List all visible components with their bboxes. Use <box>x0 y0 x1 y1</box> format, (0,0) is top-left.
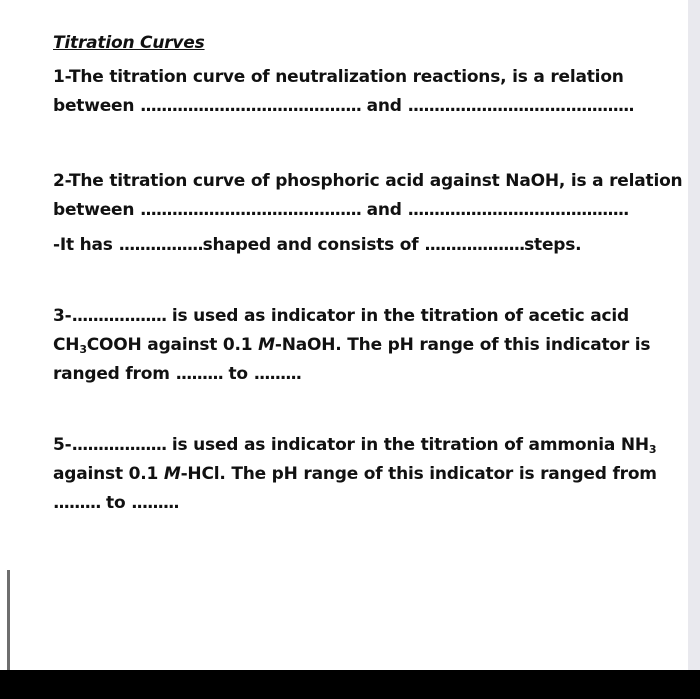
formula-subscript: 3 <box>648 443 657 456</box>
steps-label: steps. <box>524 235 582 255</box>
question-1 <box>53 63 673 121</box>
ranged-label: ranged from <box>53 364 176 384</box>
question-5-text-1: is used as indicator in the titration of ammonia NH <box>166 435 649 455</box>
page-title: Titration Curves <box>53 33 205 53</box>
question-2-subpart-line <box>53 231 673 260</box>
to-label: to <box>100 493 132 513</box>
question-2-line-1: 2-The titration curve of phosphoric acid against NaOH, is a relation <box>53 171 683 191</box>
question-5-line-3 <box>53 489 673 518</box>
question-5-text-2: -HCl. The pH range of this indicator is ranged from <box>180 464 657 484</box>
question-1-line-2 <box>53 92 673 121</box>
scroll-indicator <box>7 570 10 670</box>
molarity-symbol: M <box>258 335 275 355</box>
between-label: between <box>53 96 141 116</box>
blank-3a: .................. <box>71 306 167 326</box>
page-edge <box>688 0 700 670</box>
against-label: against 0.1 <box>53 464 164 484</box>
blank-5b: ......... <box>53 493 101 513</box>
blank-3c: ......... <box>253 364 301 384</box>
question-2-line-2 <box>53 196 673 225</box>
question-1-line-1: 1-The titration curve of neutralization reactions, is a relation <box>53 67 624 87</box>
blank-2b: .......................................... <box>407 200 629 220</box>
molarity-symbol: M <box>163 464 181 484</box>
question-2 <box>53 167 683 225</box>
blank-1b: ........................................... <box>407 96 634 116</box>
and-label: and <box>360 96 408 116</box>
blank-2a: .......................................... <box>140 200 361 220</box>
blank-2d: ................... <box>424 235 525 255</box>
and-label: and <box>360 200 408 220</box>
question-3-text-1: is used as indicator in the titration of acetic acid <box>166 306 629 326</box>
question-5-line-1 <box>53 431 673 460</box>
shaped-label: shaped and consists of <box>202 235 425 255</box>
question-3-line-2 <box>53 331 673 360</box>
question-3-line-3 <box>53 360 673 389</box>
question-5-line-2 <box>53 460 673 489</box>
question-2-subpart <box>53 231 673 260</box>
blank-2c: ................ <box>118 235 203 255</box>
worksheet-content <box>53 30 683 518</box>
blank-3b: ......... <box>175 364 223 384</box>
formula-subscript: 3 <box>79 343 87 356</box>
question-5-number: 5- <box>53 435 72 455</box>
blank-5c: ......... <box>131 493 179 513</box>
to-label: to <box>222 364 254 384</box>
bottom-bar <box>0 670 700 699</box>
question-3-line-1 <box>53 302 673 331</box>
question-3-text-2: -NaOH. The pH range of this indicator is <box>274 335 651 355</box>
question-3-number: 3- <box>53 306 72 326</box>
blank-5a: .................. <box>71 435 167 455</box>
formula-ch: CH <box>53 335 80 355</box>
it-has-label: -It has <box>53 235 119 255</box>
blank-1a: .......................................... <box>140 96 361 116</box>
question-5 <box>53 431 673 518</box>
formula-cooh: COOH against 0.1 <box>86 335 259 355</box>
question-3 <box>53 302 673 389</box>
between-label: between <box>53 200 141 220</box>
